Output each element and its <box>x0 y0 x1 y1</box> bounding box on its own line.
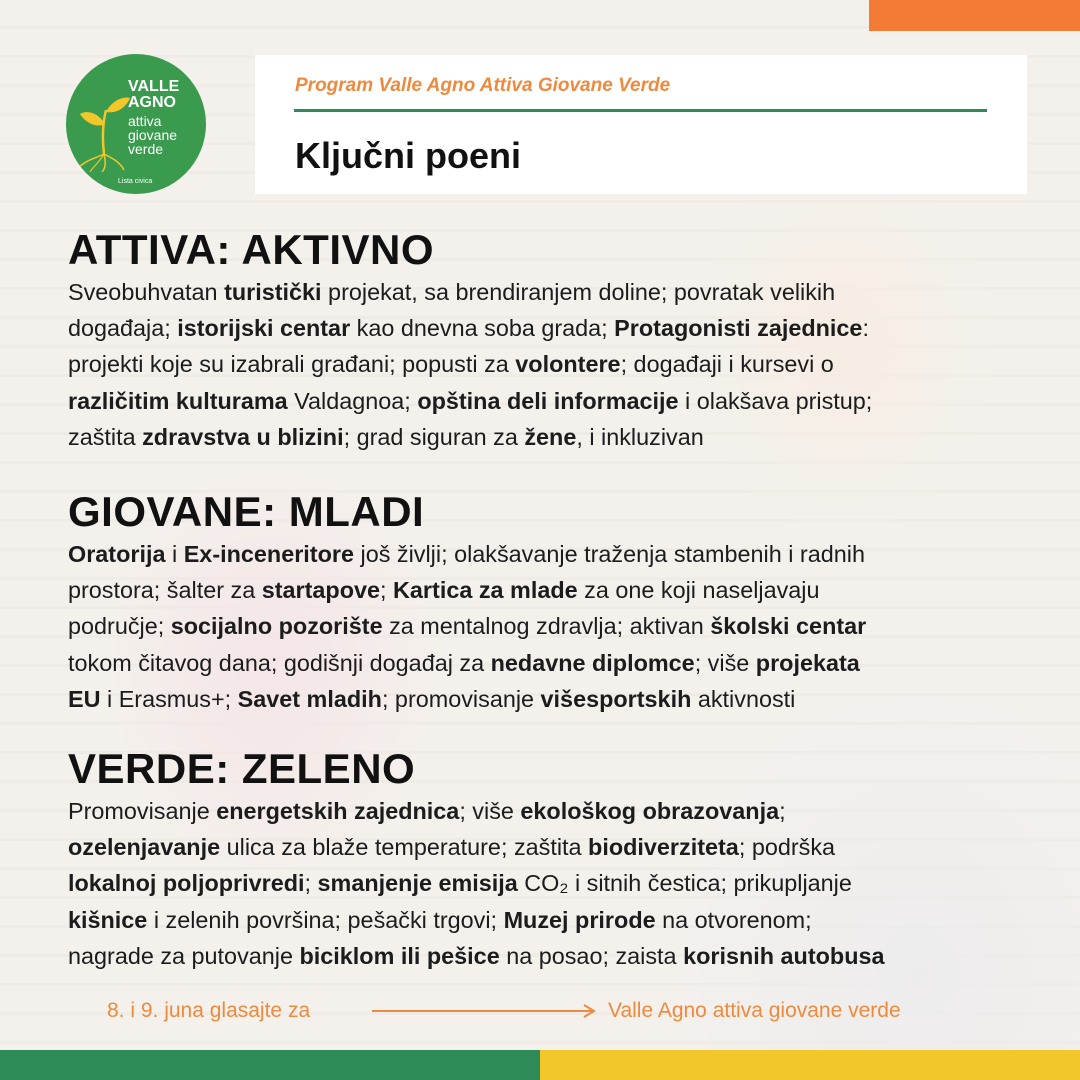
text: ; <box>380 577 394 604</box>
text: CO₂ i sitnih čestica; prikupljanje <box>517 870 852 897</box>
bold-text: volontere <box>515 351 621 378</box>
section-line <box>68 938 1048 974</box>
section-line <box>68 310 1048 346</box>
text: ; podrška <box>738 834 836 861</box>
section-line <box>68 383 1048 419</box>
section-line <box>68 793 1048 829</box>
bold-text: školski centar <box>710 613 867 640</box>
bold-text: ozelenjavanje <box>68 834 221 861</box>
section-line <box>68 274 1048 310</box>
bold-text: Ex-inceneritore <box>183 541 354 567</box>
bold-text: Protagonisti zajednice <box>614 315 863 342</box>
text: još življi; olakšavanje traženja stambenih i radnih <box>354 541 865 567</box>
footer-vote-text: 8. i 9. juna glasajte za <box>107 999 311 1022</box>
arrow-right-icon <box>370 1003 598 1019</box>
logo-line-5: verde <box>128 141 164 157</box>
text: Promovisanje <box>68 798 217 824</box>
text: nagrade za putovanje <box>68 942 300 969</box>
section-line <box>68 645 1048 681</box>
text: projekat, sa brendiranjem doline; povratak velikih <box>321 279 836 305</box>
text: zaštita <box>68 423 143 450</box>
section-line <box>68 572 1048 608</box>
section-line <box>68 608 1048 644</box>
text: ; <box>779 798 786 824</box>
bold-text: ekološkog obrazovanja <box>520 798 780 824</box>
section-giovane <box>68 488 1048 717</box>
bold-text: Kartica za mlade <box>393 577 578 604</box>
section-line <box>68 536 1048 572</box>
bold-text: Savet mladih <box>237 685 382 712</box>
text: ; grad siguran za <box>343 423 525 450</box>
text: na otvorenom; <box>655 906 812 933</box>
text: ; više <box>694 649 756 676</box>
bold-text: Muzej prirode <box>503 906 656 933</box>
text: ulica za blaže temperature; zaštita <box>220 834 589 861</box>
section-line <box>68 865 1048 901</box>
text: i <box>165 541 184 567</box>
section-body <box>68 536 1048 717</box>
text: i zelenih površina; pešački trgovi; <box>147 906 504 933</box>
text: ; događaji i kursevi o <box>620 351 834 378</box>
section-heading: ATTIVA: AKTIVNO <box>68 226 435 273</box>
text: projekti koje su izabrali građani; popusti za <box>68 351 516 378</box>
logo-line-1: VALLE <box>128 78 180 95</box>
top-accent-bar <box>869 0 1080 31</box>
logo <box>66 54 206 194</box>
text: ; <box>304 870 318 897</box>
bold-text: biodiverziteta <box>588 834 739 861</box>
section-heading: GIOVANE: MLADI <box>68 488 425 535</box>
bold-text: socijalno pozorište <box>170 613 383 640</box>
bold-text: kišnice <box>68 906 148 933</box>
bold-text: nedavne diplomce <box>490 649 695 676</box>
section-line <box>68 419 1048 455</box>
bold-text: smanjenje emisija <box>317 870 518 897</box>
text: ; više <box>459 798 521 824</box>
text: Valdagnoa; <box>287 387 418 414</box>
bottom-green-bar <box>0 1050 540 1080</box>
bold-text: turistički <box>224 279 322 305</box>
bold-text: lokalnoj poljoprivredi <box>68 870 305 897</box>
footer-list-name: Valle Agno attiva giovane verde <box>608 999 901 1022</box>
logo-line-3: attiva <box>128 113 162 129</box>
section-line <box>68 681 1048 717</box>
section-verde <box>68 745 1048 974</box>
bold-text: opština deli informacije <box>417 387 679 414</box>
section-line <box>68 346 1048 382</box>
page-title: Ključni poeni <box>295 135 522 176</box>
text: prostora; šalter za <box>68 577 262 604</box>
bottom-yellow-bar <box>540 1050 1080 1080</box>
logo-line-4: giovane <box>128 127 178 143</box>
text: : <box>862 315 869 342</box>
text: za mentalnog zdravlja; aktivan <box>382 613 711 640</box>
text: kao dnevna soba grada; <box>350 315 615 342</box>
header-subtitle: Program Valle Agno Attiva Giovane Verde <box>295 75 671 96</box>
text: na posao; zaista <box>499 942 684 969</box>
header-divider <box>294 109 987 112</box>
section-body <box>68 274 1048 455</box>
bold-text: EU <box>68 685 101 712</box>
bold-text: različitim kulturama <box>68 387 288 414</box>
bold-text: zdravstva u blizini <box>142 423 344 450</box>
bold-text: energetskih zajednica <box>216 798 460 824</box>
bold-text: projekata <box>755 649 860 676</box>
bold-text: startapove <box>261 577 381 604</box>
text: Sveobuhvatan <box>68 279 225 305</box>
section-attiva <box>68 226 1048 455</box>
bold-text: istorijski centar <box>177 315 351 342</box>
text: ; promovisanje <box>381 685 541 712</box>
bold-text: žene <box>524 423 577 450</box>
text: tokom čitavog dana; godišnji događaj za <box>68 649 491 676</box>
text: događaja; <box>68 315 178 342</box>
bold-text: biciklom ili pešice <box>299 942 500 969</box>
section-body <box>68 793 1048 974</box>
text: za one koji naseljavaju <box>577 577 820 604</box>
section-line <box>68 902 1048 938</box>
text: i olakšava pristup; <box>678 387 873 414</box>
text: aktivnosti <box>691 685 796 712</box>
section-heading: VERDE: ZELENO <box>68 745 416 792</box>
section-line <box>68 829 1048 865</box>
text: , i inkluzivan <box>576 423 704 450</box>
bold-text: korisnih autobusa <box>683 942 885 969</box>
sprout-icon <box>72 82 132 172</box>
text: i Erasmus+; <box>100 685 238 712</box>
text: područje; <box>68 613 171 640</box>
logo-small-text: Lista civica <box>118 178 153 185</box>
bold-text: višesportskih <box>540 685 692 712</box>
logo-line-2: AGNO <box>128 94 176 111</box>
header-box <box>255 55 1027 194</box>
bold-text: Oratorija <box>68 541 166 567</box>
